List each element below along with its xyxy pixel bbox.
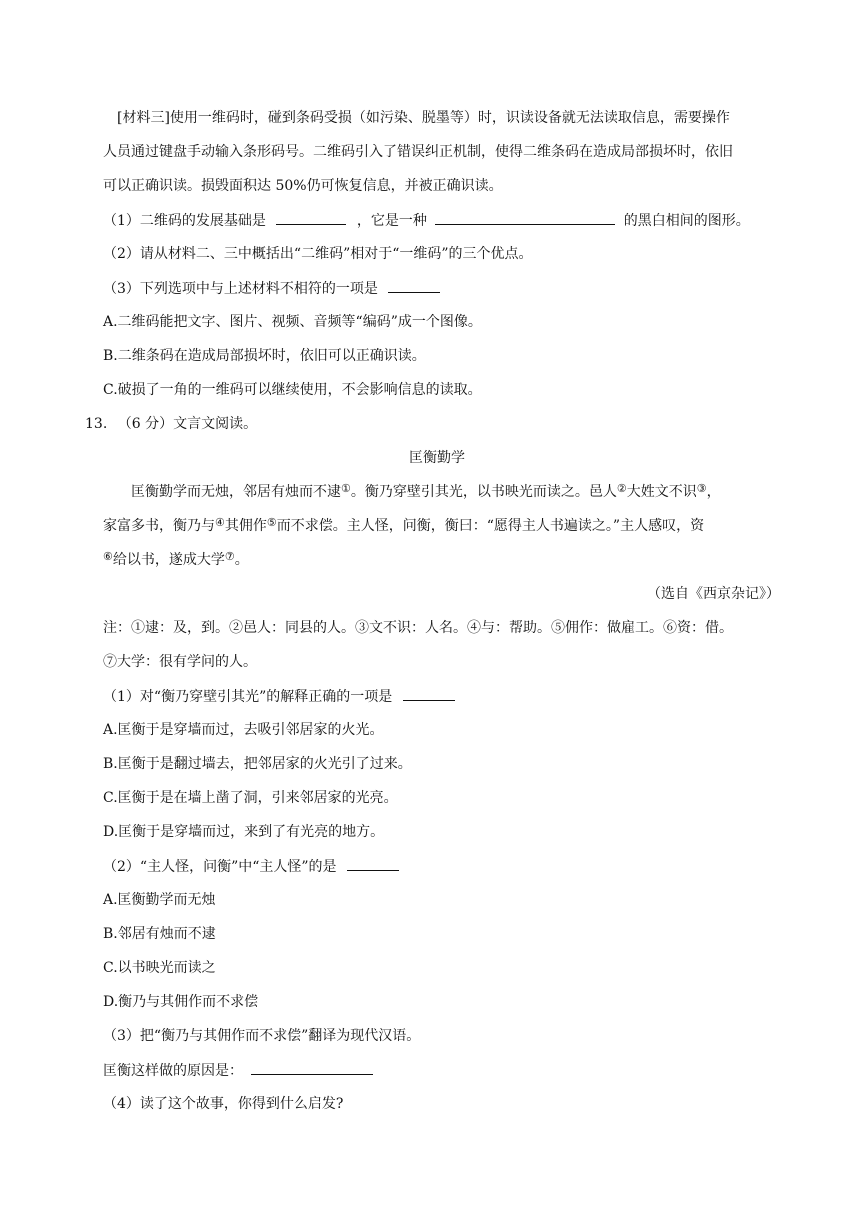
q13-subquestion-3: （3）把“衡乃与其佣作而不求偿”翻译为现代汉语。 [103, 1028, 421, 1044]
passage-line3 [103, 550, 249, 571]
q13-s2-option-c: C.以书映光而读之 [103, 960, 216, 976]
passage-line1-part4: ， [706, 484, 721, 500]
q13-subquestion-2 [103, 856, 399, 877]
footnote-marker-4: ④ [215, 516, 225, 529]
q12-s3-text: （3）下列选项中与上述材料不相符的一项是 [103, 281, 378, 297]
footnote-marker-2: ② [616, 482, 627, 495]
passage-line1-part3: 大姓文不识 [626, 484, 697, 500]
passage-line2-part1: 家富多书，衡乃与 [103, 518, 215, 534]
passage-line2 [103, 516, 704, 537]
q12-s3-answer-blank[interactable] [388, 278, 440, 293]
q13-s2-text: （2）“主人怪，问衡”中“主人怪”的是 [103, 859, 337, 875]
q13-s3-reason [103, 1060, 373, 1081]
material3-line2: 人员通过键盘手动输入条形码号。二维码引入了错误纠正机制，使得二维条码在造成局部损坏时，依旧 [103, 144, 733, 160]
q12-option-c: C.破损了一角的一维码可以继续使用，不会影响信息的读取。 [103, 382, 482, 398]
passage-notes-line1: 注：①逮：及，到。②邑人：同县的人。③文不识：人名。④与：帮助。⑤佣作：做雇工。⑥资：借。 [103, 620, 733, 636]
passage-line2-part3: 而不求偿。主人怪，问衡，衡曰：“愿得主人书遍读之。”主人感叹，资 [276, 518, 705, 534]
footnote-marker-6: ⑥ [103, 550, 113, 563]
q12-subquestion-1 [103, 210, 750, 231]
q13-s2-answer-blank[interactable] [347, 856, 399, 871]
q12-option-b: B.二维条码在造成局部损坏时，依旧可以正确识读。 [103, 348, 426, 364]
material3-line1: [材料三]使用一维码时，碰到条码受损（如污染、脱墨等）时，识读设备就无法读取信息，需要操作 [117, 110, 730, 126]
passage-line3-part2: 。 [234, 552, 249, 568]
q12-option-a: A.二维码能把文字、图片、视频、音频等“编码”成一个图像。 [103, 314, 482, 330]
q13-s3-answer-blank[interactable] [251, 1060, 373, 1075]
passage-line1-part1: 匡衡勤学而无烛，邻居有烛而不逮 [131, 484, 341, 500]
footnote-marker-3: ③ [696, 482, 707, 495]
passage-source: （选自《西京杂记》） [647, 586, 780, 602]
passage-line3-part1: 给以书，遂成大学 [112, 552, 225, 568]
passage-line1-part2: 。衡乃穿壁引其光，以书映光而读之。邑人 [350, 484, 617, 500]
q12-s1-answer-blank-1[interactable] [276, 210, 346, 225]
q12-s1-prefix: （1）二维码的发展基础是 [103, 213, 266, 229]
passage-title: 匡衡勤学 [409, 450, 465, 466]
q12-subquestion-2: （2）请从材料二、三中概括出“二维码”相对于“一维码”的三个优点。 [103, 246, 533, 262]
q12-s1-suffix: 的黑白相间的图形。 [623, 213, 750, 229]
q13-subquestion-1 [103, 686, 455, 707]
q13-s1-text: （1）对“衡乃穿壁引其光”的解释正确的一项是 [103, 689, 393, 705]
footnote-marker-5: ⑤ [266, 516, 277, 529]
passage-line2-part2: 其佣作 [224, 518, 267, 534]
q12-s1-middle: ，它是一种 [356, 213, 427, 229]
footnote-marker-1: ① [341, 482, 351, 495]
q12-s1-answer-blank-2[interactable] [435, 210, 615, 225]
q13-s1-option-a: A.匡衡于是穿墙而过，去吸引邻居家的火光。 [103, 722, 384, 738]
q13-s2-option-a: A.匡衡勤学而无烛 [103, 892, 216, 908]
passage-notes-line2: ⑦大学：很有学问的人。 [103, 654, 257, 670]
material3-line3: 可以正确识读。损毁面积达 50%仍可恢复信息，并被正确识读。 [103, 178, 503, 194]
q13-s1-option-b: B.匡衡于是翻过墙去，把邻居家的火光引了过来。 [103, 756, 412, 772]
q13-s3-reason-text: 匡衡这样做的原因是： [103, 1063, 243, 1079]
q13-subquestion-4: （4）读了这个故事，你得到什么启发? [103, 1096, 344, 1112]
q13-s1-option-c: C.匡衡于是在墙上凿了洞，引来邻居家的光亮。 [103, 790, 398, 806]
q13-s2-option-b: B.邻居有烛而不逮 [103, 926, 216, 942]
q13-s1-answer-blank[interactable] [403, 686, 455, 701]
q13-s2-option-d: D.衡乃与其佣作而不求偿 [103, 994, 259, 1010]
q12-subquestion-3 [103, 278, 440, 299]
q13-s1-option-d: D.匡衡于是穿墙而过，来到了有光亮的地方。 [103, 824, 385, 840]
q13-header-text: （6 分）文言文阅读。 [117, 416, 258, 432]
passage-line1 [131, 482, 721, 503]
q13-header [85, 414, 257, 434]
footnote-marker-7: ⑦ [224, 550, 235, 563]
q13-number: 13. [85, 416, 108, 432]
